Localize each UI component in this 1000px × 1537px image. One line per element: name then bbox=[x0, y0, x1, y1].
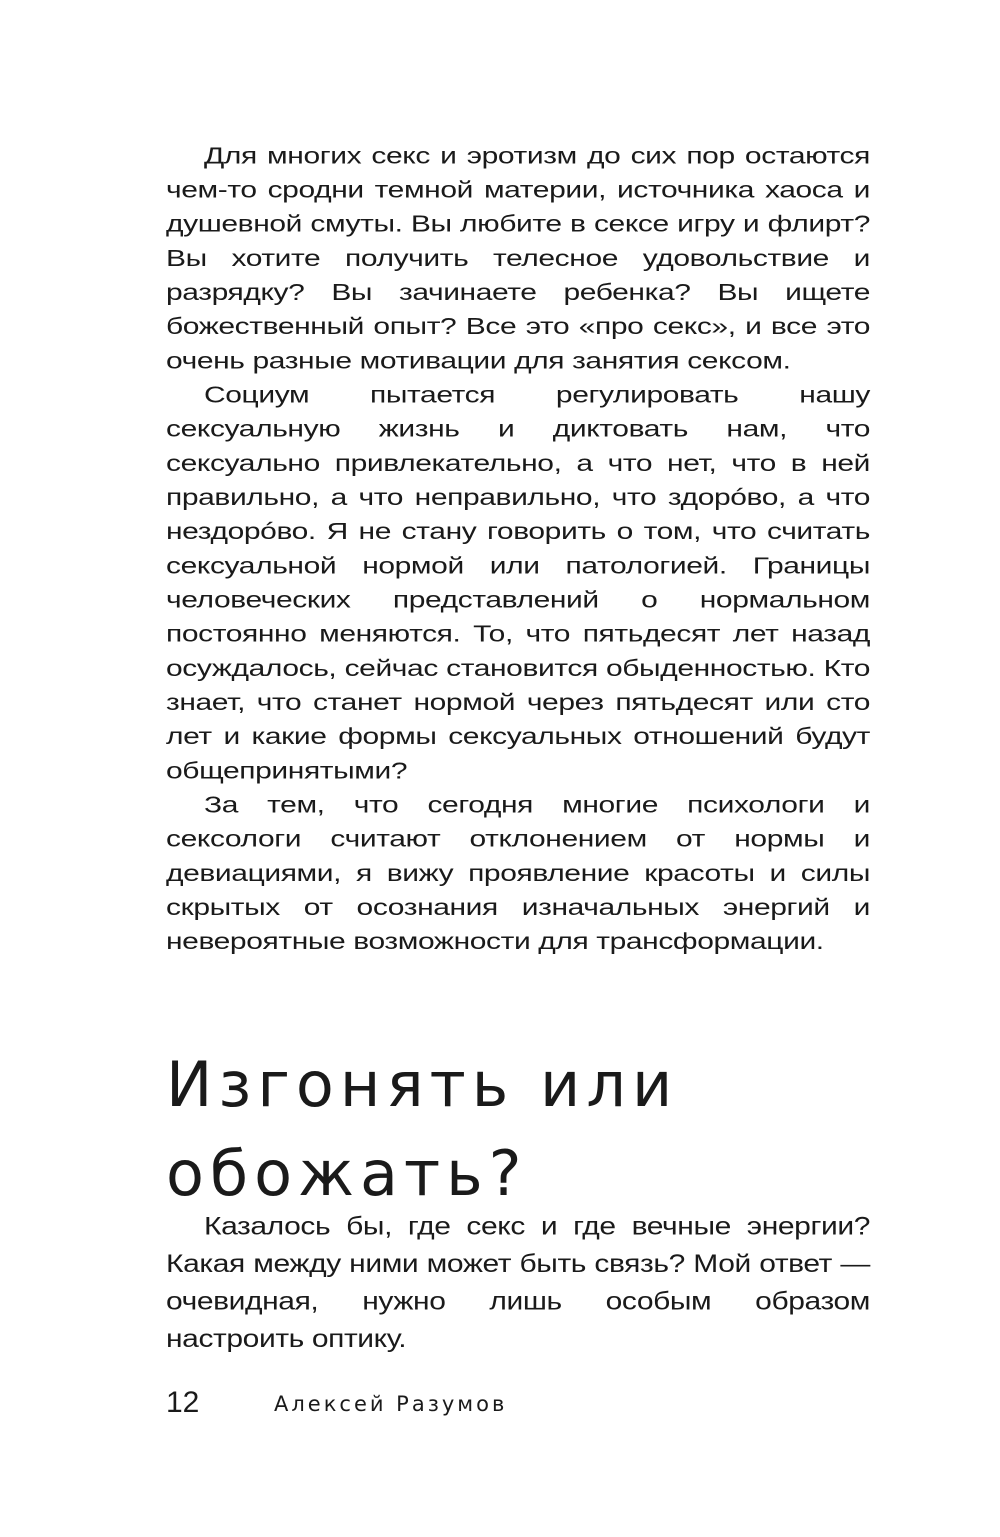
section-heading-line: обожать? bbox=[166, 1137, 528, 1210]
running-author: Алексей Разумов bbox=[274, 1392, 508, 1416]
paragraph: За тем, что сегодня многие психологи и сексологи считают отклонением от нормы и девиациями, я вижу проявление красоты и силы скрытых от осознания изначальных энергий и невероятные возможности для трансформации. bbox=[166, 792, 870, 955]
page-footer bbox=[166, 1383, 870, 1423]
page-number: 12 bbox=[166, 1386, 200, 1419]
paragraph: Социум пытается регулировать нашу сексуальную жизнь и диктовать нам, что сексуально привлекательно, а что нет, что в ней правильно, а что неправильно, что здорóво, а что нездорóво. Я не стану говорить о том, что считать сексуальной нормой или патологией. Границы человеческих представлений о нормальном постоянно меняются. То, что пятьдесят лет назад осуждалось, сейчас становится обыденностью. Кто знает, что станет нормой через пятьдесят или сто лет и какие формы сексуальных отношений будут общепринятыми? bbox=[166, 382, 870, 784]
section-heading-line: Изгонять или bbox=[166, 1048, 679, 1121]
paragraph: Казалось бы, где секс и где вечные энергии? Какая между ними может быть связь? Мой ответ — очевидная, нужно лишь особым образом настроить оптику. bbox=[166, 1213, 870, 1353]
paragraph: Для многих секс и эротизм до сих пор остаются чем-то сродни темной материи, источника хаоса и душевной смуты. Вы любите в сексе игру и флирт? Вы хотите получить телесное удовольствие и разрядку? Вы зачинаете ребенка? Вы ищете божественный опыт? Все это «про секс», и все это очень разные мотивации для занятия сексом. bbox=[166, 143, 870, 374]
body-text-block bbox=[166, 139, 870, 959]
body-text-block bbox=[166, 1208, 870, 1358]
section-heading bbox=[166, 1040, 866, 1218]
